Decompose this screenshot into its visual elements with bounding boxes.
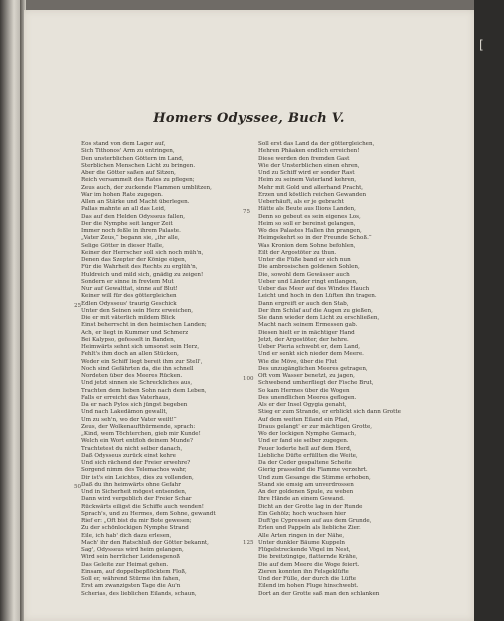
text-line: Flügelstreckende Vögel im Nest, [258,547,351,553]
text-line: Sorgend nimm des Telemachos wahr, [81,467,187,474]
text-line: Trachtetest du nicht selber danach, [81,445,183,452]
text-line: Daß du ihn heimwärts ohne Gefahr [81,481,181,488]
text-line: Und er fand sie selber zugegen. [258,438,349,445]
text-line: Die auf dem Meere die Woge feiert. [258,561,360,568]
text-line: Duft'ge Cypressen auf aus dem Grunde, [258,518,372,524]
text-line: Ein Gehölz; hoch wuchsen hier [258,510,346,517]
text-line: Und der Fülle, der durch die Lüfte [258,576,357,582]
text-line: Macht nach seinem Ermessen gab. [258,322,358,329]
text-line: Der ihm Schlaf auf die Augen zu gießen, [258,307,373,314]
line-number: 50 [74,484,81,490]
text-line: Um zu seh'n, wo der Vater weilt!“ [81,416,177,423]
text-line: Noch sind Gefährten da, die ihn schnell [81,365,194,372]
text-line: Feuer loderte hell auf dem Herd, [258,445,352,452]
text-line: Diese werden den fremden Gast [258,155,350,162]
text-line: Die er mit väterlich mildem Blick [81,315,176,321]
text-line: Nordeten über des Meeres Rücken. [81,373,183,379]
text-line: Oft vom Wasser benetzt, zu jagen, [258,373,355,379]
text-line: Dort an der Grotte saß man den schlanken [258,590,380,597]
text-line: Für die Wahrheit des Rechts zu erglüh'n, [81,264,198,271]
text-line: Und zu Schiff wird er sonder Rast [258,170,355,176]
text-line: Sich Tithonos' Arm zu entringen, [81,148,175,155]
text-line: Die ambrosischen goldenen Sohlen, [258,264,360,271]
page-title: Homers Odyssee, Buch V. [153,111,345,126]
text-line: Denen das Szepter der Könige eigen, [81,257,187,263]
text-line: Dir ist's ein Leichtes, dies zu vollenden, [81,474,194,481]
text-line: Wie der Unsterblichen einen ehren, [258,162,360,169]
text-line: Dann ergreift er auch den Stab, [258,300,349,307]
text-line: Eos stand von dem Lager auf, [81,141,166,147]
text-line: Eile, ich hab' dich dazu erlesen, [81,532,172,539]
text-line: Dicht an der Grotte lag in der Runde [258,503,363,510]
text-line: Und in Sicherheit mögest entsenden, [81,489,187,495]
text-line: Sprach's, und zu Hermes, dem Sohne, gewandt [81,510,216,517]
text-line: Eilt der Argostöter zu thun. [258,249,337,256]
text-line: Erlen und Pappeln als liebliche Zier. [258,525,361,532]
text-line: Zeus, der Wolkenaufthürmende, sprach: [81,423,196,430]
text-line: Sterblichen Menschen Licht zu bringen. [81,162,196,169]
text-line: Wo der lockigen Nymphe Gemach, [258,431,357,437]
text-line: Unter den Seinen sein Herz erweichen, [81,307,194,314]
text-line: Falls er erreicht das Vaterhaus, [81,394,171,401]
line-number: 75 [243,209,250,215]
text-line: Heimgekehrt so in der Freunde Schoß.“ [258,235,372,242]
text-line: Einsam, auf doppelbepflöcktem Floß, [81,568,187,575]
text-line: Heim so soll er bereinst gelangen, [258,220,356,227]
book-page [24,10,474,621]
text-line: Diesen hielt er in mächtiger Hand [258,329,355,336]
text-line: Ueber das Meer auf des Windes Hauch [258,286,370,292]
text-line: Rief er: „Oft bist du mir Bote gewesen; [81,518,192,524]
text-line: Huldreich und mild sich, gnädig zu zeigen! [81,271,204,278]
text-line: Selige Götter in dieser Halle, [81,242,164,249]
text-line: Schwebend umherfliegt der Fische Brut, [258,380,374,387]
text-line: Keiner der Herrscher soll sich noch müh'n, [81,249,204,256]
bracket-mark: [ [479,38,484,52]
line-number: 25 [74,303,81,309]
text-line: Jetzt, der Argostöter, der hehre. [258,336,349,343]
text-line: Heimwärts sehnt sich umsonst sein Herz, [81,344,200,350]
text-line: Ueberhäuft, als er je gebracht [258,199,344,205]
text-line: Ach, er liegt in Kummer und Schmerz [81,329,189,336]
text-line: Stieg er zum Strande, er erblickt sich dann Grotte [258,409,401,416]
text-line: Auf dem weiten Eiland ein Pfad, [258,416,350,423]
text-line: Da der Ceder gespaltene Scheite [258,460,352,466]
text-line: Zu der schönlockigen Nymphe Strand [81,525,189,532]
text-line: Wie die Möve, über die Flut [258,358,338,365]
text-line: Erzen und köstlich reichen Gewanden [258,191,367,198]
text-line: Keiner will für des göttergleichen [81,293,177,300]
text-line: Einst beherrscht in den heimischen Landen; [81,322,207,329]
text-line: Hätte als Beute aus Ilions Landen, [258,206,356,213]
text-line: Und zum Gesange die Stimme erhoben, [258,474,371,481]
text-line: Sondern er sinne in frevlem Mut [81,278,174,285]
text-line: Daß Odysseus zurück einst kehre [81,452,176,459]
text-line: War im hohen Rate zugegen. [81,191,163,198]
text-line: Unter die Füße band er sich nun [258,257,351,263]
text-line: Was Kronion dem Sohne befohlen, [258,242,356,249]
text-line: Ueber Pieria schwebt er, dem Land, [258,344,361,350]
text-line: Scherias, des lieblichen Eilands, schaun, [81,590,197,597]
text-line: Unter dunkler Bäume Kuppeln [258,539,346,546]
text-line: Gierig prasselnd die Flamme verzehrt. [258,467,368,474]
line-number: 100 [243,376,254,382]
text-line: Dann wird vergeblich der Freier Schar [81,496,192,503]
text-line: Leicht und hoch in den Lüften ihn tragen. [258,293,377,300]
right-background [474,0,504,621]
text-line: Das auf den Helden Odysseus fallen, [81,213,186,220]
text-line: Alle Arten ringen in der Nähe, [258,532,345,539]
text-line: Denn so gebeut es sein eigenes Los, [258,213,361,220]
text-line: Mach' ihr den Ratschluß der Götter bekannt, [81,539,209,546]
text-line: Den unsterblichen Göttern im Land, [81,155,184,162]
text-line: Aber die Götter saßen auf Sitzen, [81,170,176,176]
text-line: Ueber und Länder ringt entlangen, [258,278,358,285]
text-line: Draus gelangt' er zur mächtigen Grotte, [258,423,373,430]
text-line: Das Geleite zur Heimat gehen. [81,561,169,568]
text-line: Hehren Phäaken endlich erreichen! [258,148,360,155]
text-line: Soll er, während Stürme ihn fahen, [81,576,181,582]
text-line: Des unendlichen Meeres geflogen. [258,394,357,401]
text-line: „Vater Zeus,“ begann sie, „ihr alle, [81,235,180,242]
text-line: Als er der Insel Ogygia genaht, [258,402,347,408]
text-line: „Kind, wem Töchterchen, gieb mir Kunde! [81,431,201,437]
text-line: Nur auf Gewalttat, sinne auf Blut! [81,286,178,292]
text-line: Und sich rächend der Freier erwehre? [81,460,191,466]
text-line: Welch ein Wort entfloh deinem Munde? [81,438,193,445]
text-line: Wo des Palastes Hallen ihn prangen, [258,228,362,234]
text-line: Sag', Odysseus wird heim gelangen, [81,547,184,553]
text-line: Und er senkt sich nieder dem Meere. [258,351,364,358]
text-line: Und jetzt sinnen sie Schreckliches aus, [81,380,193,387]
text-line: Liebliche Düfte erfüllten die Weite, [258,452,358,459]
text-line: Des unzugänglichen Meeres getragen, [258,365,368,372]
text-line: Mehr mit Gold und allerhand Pracht, [258,184,364,191]
text-line: Ihre Hände an einem Gewand. [258,496,345,503]
right-column [258,141,428,598]
text-line: Edlen Odysseus' traurig Geschick [81,300,177,307]
text-line: Die breitzüngige, flatternde Krähe, [258,554,358,561]
text-line: Fehlt's ihm doch an allen Stücken, [81,351,179,358]
text-line: Erst am zwanzigsten Tage die Au'n [81,583,181,590]
text-line: Trachten dem lieben Sohn nach dem Leben, [81,387,207,394]
text-line: Zieren konnten ihn Felsgeklüfte [258,568,349,575]
text-line: Der die Nymphe seit langer Zeit [81,220,173,227]
left-page-edge [0,0,20,621]
line-number: 125 [243,540,254,546]
text-line: Sie dann wieder dem Licht zu erschließen, [258,315,380,321]
text-line: Soll erst das Land da der göttergleichen, [258,141,375,147]
text-line: Allen an Stärke und Macht überlegen. [81,199,190,205]
text-line: Eilend im hohen Fluge hinschwebt. [258,583,359,590]
text-line: Zeus auch, der zuckende Flammen umblitzen, [81,184,212,191]
text-line: Bei Kalypso, gefesselt in Banden, [81,336,176,343]
text-line: Wird sein herrlicher Leidensgenoß [81,554,180,561]
text-line: So kam Hermes über die Wogen [258,387,350,394]
text-line: Immer noch feßle in ihrem Palaste. [81,228,181,234]
left-column [81,141,251,598]
text-line: Pallas mahnte an all das Leid, [81,206,166,213]
text-line: Weder ein Schiff liegt bereit ihm zur Stell', [81,358,203,365]
text-line: Da er nach Pylos sich jüngst begeben [81,402,188,408]
text-line: Stand sie emsig am unverdrossen [258,481,354,488]
text-line: Rückwärts eiligst die Schiffe auch wenden! [81,503,204,510]
text-line: An der goldenen Spule, zu weben [258,489,354,495]
text-line: Reich versammelt des Rates zu pflegen; [81,177,195,184]
text-line: Und nach Lakedämon gewallt, [81,409,168,416]
text-line: Die, sowohl dem Gewässer auch [258,271,350,278]
text-line: Heim zu seinem Vaterland kehren, [258,177,357,184]
